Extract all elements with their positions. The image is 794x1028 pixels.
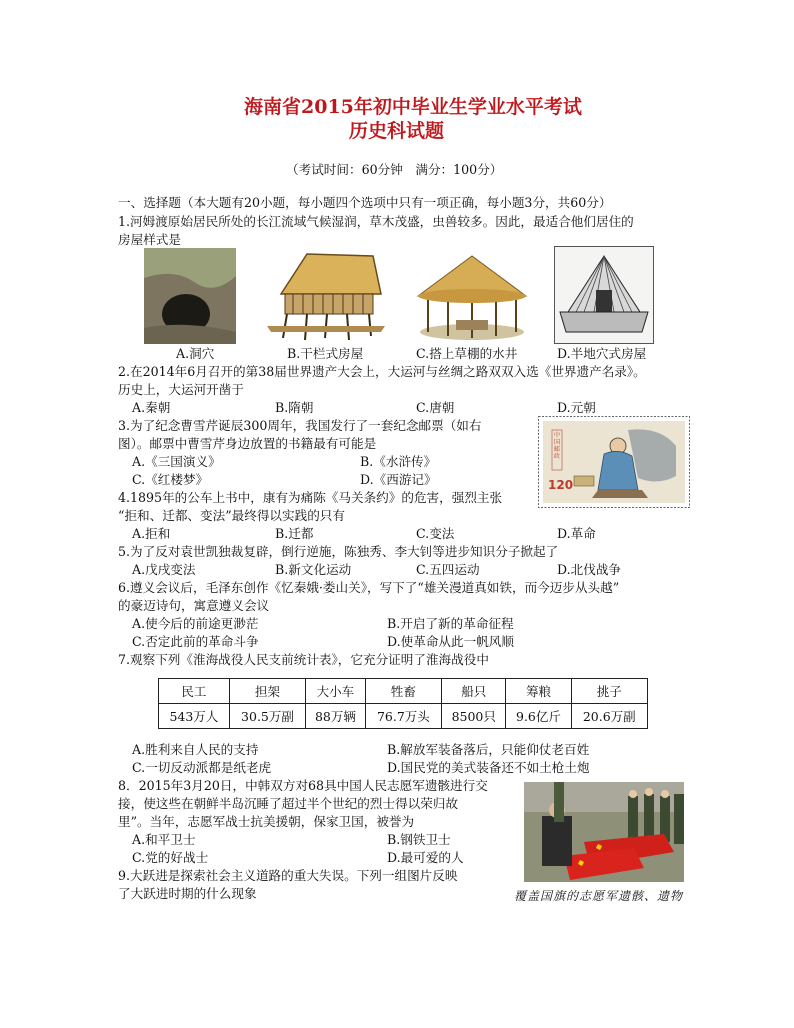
table-header-row xyxy=(159,679,648,704)
q1-option-b: B.干栏式房屋 xyxy=(287,346,364,361)
table-header-cell: 船只 xyxy=(442,679,506,704)
q1-option-a: A.洞穴 xyxy=(176,346,215,361)
table-header-cell: 牲畜 xyxy=(365,679,441,704)
q2-option-b: B.隋朝 xyxy=(275,400,314,415)
q3-option-c: C.《红楼梦》 xyxy=(132,472,209,487)
table-cell: 9.6亿斤 xyxy=(506,704,571,729)
q4-stem-2: “拒和、迁都、变法”最终得以实践的只有 xyxy=(118,508,345,523)
table-cell: 88万辆 xyxy=(306,704,365,729)
q8-stem-1: 8．2015年3月20日，中韩双方对68具中国人民志愿军遗骸进行交 xyxy=(118,778,488,793)
q2-option-c: C.唐朝 xyxy=(416,400,455,415)
semi-pit-house-image xyxy=(554,246,654,344)
q1-option-c: C.搭上草棚的水井 xyxy=(416,346,518,361)
exam-info: （考试时间：60分钟 满分：100分） xyxy=(286,162,503,177)
q6-option-b: B.开启了新的革命征程 xyxy=(387,616,514,631)
q3-option-d: D.《西游记》 xyxy=(360,472,437,487)
section-heading: 一、选择题（本大题有20小题，每小题四个选项中只有一项正确，每小题3分，共60分） xyxy=(118,195,612,210)
support-statistics-table xyxy=(158,678,648,729)
table-cell: 543万人 xyxy=(159,704,230,729)
thatched-well-image xyxy=(412,250,532,342)
q2-option-a: A.秦朝 xyxy=(132,400,171,415)
q4-option-d: D.革命 xyxy=(557,526,596,541)
q7-stem: 7.观察下列《淮海战役人民支前统计表》，它充分证明了淮海战役中 xyxy=(118,652,489,667)
exam-title: 海南省2015年初中毕业生学业水平考试 xyxy=(244,96,582,118)
q7-option-c: C.一切反动派都是纸老虎 xyxy=(132,760,272,775)
q8-option-c: C.党的好战士 xyxy=(132,850,209,865)
photo-caption: 覆盖国旗的志愿军遗骸、遗物 xyxy=(514,889,684,903)
q9-stem-1: 9.大跃进是探索社会主义道路的重大失误。下列一组图片反映 xyxy=(118,868,458,883)
volunteer-remains-photo xyxy=(524,782,684,882)
table-cell: 76.7万头 xyxy=(365,704,441,729)
q6-stem-1: 6.遵义会议后，毛泽东创作《忆秦娥·娄山关》，写下了“雄关漫道真如铁，而今迈步从头越” xyxy=(118,580,620,595)
q2-stem-2: 历史上，大运河开凿于 xyxy=(118,382,244,397)
q5-option-a: A.戊戌变法 xyxy=(132,562,196,577)
q9-stem-2: 了大跃进时期的什么现象 xyxy=(118,886,257,901)
q4-stem-1: 4.1895年的公车上书中，康有为痛陈《马关条约》的危害，强烈主张 xyxy=(118,490,503,505)
q1-stem-1: 1.河姆渡原始居民所处的长江流域气候湿润，草木茂盛，虫兽较多。因此，最适合他们居住的 xyxy=(118,214,634,229)
q3-stem-1: 3.为了纪念曹雪芹诞辰300周年，我国发行了一套纪念邮票（如右 xyxy=(118,418,482,433)
table-cell: 8500只 xyxy=(442,704,506,729)
cave-image xyxy=(144,248,236,344)
table-cell: 20.6万副 xyxy=(571,704,647,729)
q8-stem-3: 里”。当年，志愿军战士抗美援朝，保家卫国，被誉为 xyxy=(118,814,415,829)
q5-option-d: D.北伐战争 xyxy=(557,562,622,577)
q2-stem-1: 2.在2014年6月召开的第38届世界遗产大会上，大运河与丝绸之路双双入选《世界遗产名录》。 xyxy=(118,364,646,379)
q8-option-b: B.钢铁卫士 xyxy=(387,832,451,847)
q1-option-d: D.半地穴式房屋 xyxy=(557,346,647,361)
q7-option-d: D.国民党的美式装备还不如土枪土炮 xyxy=(387,760,590,775)
q4-option-c: C.变法 xyxy=(416,526,455,541)
q4-option-a: A.拒和 xyxy=(132,526,171,541)
q1-stem-2: 房屋样式是 xyxy=(118,232,181,247)
q6-option-d: D.使革命从此一帆风顺 xyxy=(387,634,514,649)
stamp-country: 中国邮政 xyxy=(554,432,561,460)
q8-option-d: D.最可爱的人 xyxy=(387,850,464,865)
q7-option-b: B.解放军装备落后，只能仰仗老百姓 xyxy=(387,742,590,757)
q3-option-a: A.《三国演义》 xyxy=(132,454,221,469)
table-cell: 30.5万副 xyxy=(229,704,305,729)
q5-option-c: C.五四运动 xyxy=(416,562,480,577)
q5-stem: 5.为了反对袁世凯独裁复辟，倒行逆施，陈独秀、李大钊等进步知识分子掀起了 xyxy=(118,544,559,559)
table-header-cell: 担架 xyxy=(229,679,305,704)
exam-subtitle: 历史科试题 xyxy=(349,120,445,142)
q8-option-a: A.和平卫士 xyxy=(132,832,196,847)
stilt-house-image xyxy=(263,250,387,342)
q4-option-b: B.迁都 xyxy=(275,526,314,541)
stamp-image xyxy=(538,416,690,508)
table-header-cell: 大小车 xyxy=(306,679,365,704)
table-header-cell: 筹粮 xyxy=(506,679,571,704)
table-header-cell: 挑子 xyxy=(571,679,647,704)
table-row xyxy=(159,704,648,729)
q7-option-a: A.胜利来自人民的支持 xyxy=(132,742,259,757)
q5-option-b: B.新文化运动 xyxy=(275,562,352,577)
q6-stem-2: 的豪迈诗句，寓意遵义会议 xyxy=(118,598,270,613)
q2-option-d: D.元朝 xyxy=(557,400,596,415)
stamp-value: 120 xyxy=(548,478,574,492)
q6-option-a: A.使今后的前途更渺茫 xyxy=(132,616,259,631)
q3-stem-2: 图）。邮票中曹雪芹身边放置的书籍最有可能是 xyxy=(118,436,377,451)
q3-option-b: B.《水浒传》 xyxy=(360,454,437,469)
q6-option-c: C.否定此前的革命斗争 xyxy=(132,634,259,649)
q8-stem-2: 接，使这些在朝鲜半岛沉睡了超过半个世纪的烈士得以荣归故 xyxy=(118,796,459,811)
table-header-cell: 民工 xyxy=(159,679,230,704)
